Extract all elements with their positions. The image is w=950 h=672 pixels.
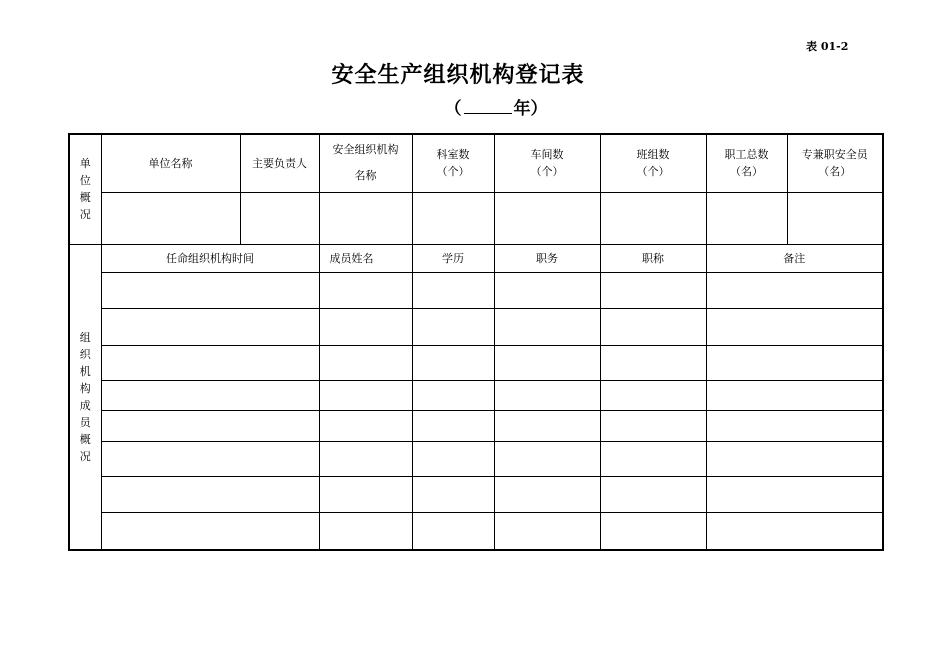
cell-remarks[interactable] — [706, 476, 883, 512]
cell-member-name[interactable] — [319, 441, 412, 476]
table-row — [69, 512, 883, 550]
cell-education[interactable] — [412, 272, 494, 308]
cell-member-name[interactable] — [319, 380, 412, 410]
cell-position[interactable] — [494, 410, 600, 441]
table-row — [69, 345, 883, 380]
year-open-paren: （ — [444, 99, 462, 119]
year-blank-field[interactable] — [464, 99, 512, 114]
cell-title[interactable] — [600, 512, 706, 550]
cell-safety-org-name[interactable] — [319, 192, 412, 244]
page-title: 安全生产组织机构登记表 — [331, 62, 585, 88]
cell-team-count[interactable] — [600, 192, 706, 244]
unit-header-row — [69, 134, 883, 192]
cell-appointment-time[interactable] — [101, 380, 319, 410]
cell-member-name[interactable] — [319, 345, 412, 380]
cell-appointment-time[interactable] — [101, 345, 319, 380]
cell-principal[interactable] — [240, 192, 319, 244]
cell-education[interactable] — [412, 308, 494, 345]
cell-position[interactable] — [494, 345, 600, 380]
cell-member-name[interactable] — [319, 308, 412, 345]
header-title: 职称 — [600, 244, 706, 272]
cell-member-name[interactable] — [319, 410, 412, 441]
cell-remarks[interactable] — [706, 345, 883, 380]
member-header-row — [69, 244, 883, 272]
cell-member-name[interactable] — [319, 512, 412, 550]
table-row — [69, 410, 883, 441]
table-row — [69, 441, 883, 476]
cell-office-count[interactable] — [412, 192, 494, 244]
cell-appointment-time[interactable] — [101, 308, 319, 345]
cell-position[interactable] — [494, 308, 600, 345]
cell-member-name[interactable] — [319, 476, 412, 512]
header-position: 职务 — [494, 244, 600, 272]
header-safety-org-name: 安全组织机构 名称 — [319, 134, 412, 192]
header-team-count: 班组数 （个） — [600, 134, 706, 192]
cell-appointment-time[interactable] — [101, 476, 319, 512]
cell-appointment-time[interactable] — [101, 512, 319, 550]
cell-unit-name[interactable] — [101, 192, 240, 244]
header-workshop-count: 车间数 （个） — [494, 134, 600, 192]
cell-position[interactable] — [494, 441, 600, 476]
cell-appointment-time[interactable] — [101, 272, 319, 308]
table-row — [69, 380, 883, 410]
cell-education[interactable] — [412, 410, 494, 441]
header-safety-officers: 专兼职安全员 （名） — [787, 134, 883, 192]
form-number: 表 01-2 — [806, 40, 849, 53]
cell-remarks[interactable] — [706, 441, 883, 476]
cell-education[interactable] — [412, 380, 494, 410]
cell-education[interactable] — [412, 476, 494, 512]
cell-education[interactable] — [412, 345, 494, 380]
table-row — [69, 272, 883, 308]
cell-workshop-count[interactable] — [494, 192, 600, 244]
member-overview-label: 组 织 机 构 成 员 概 况 — [69, 244, 101, 550]
header-principal: 主要负责人 — [240, 134, 319, 192]
cell-safety-officers[interactable] — [787, 192, 883, 244]
year-line — [0, 94, 950, 119]
year-suffix: 年） — [513, 99, 548, 119]
cell-remarks[interactable] — [706, 512, 883, 550]
cell-position[interactable] — [494, 512, 600, 550]
cell-remarks[interactable] — [706, 308, 883, 345]
table-row — [69, 308, 883, 345]
header-office-count: 科室数 （个） — [412, 134, 494, 192]
cell-staff-total[interactable] — [706, 192, 787, 244]
table-row — [69, 476, 883, 512]
header-appointment-time: 任命组织机构时间 — [101, 244, 319, 272]
header-remarks: 备注 — [706, 244, 883, 272]
cell-remarks[interactable] — [706, 380, 883, 410]
cell-education[interactable] — [412, 512, 494, 550]
header-member-name: 成员姓名 — [319, 244, 412, 272]
cell-position[interactable] — [494, 380, 600, 410]
cell-appointment-time[interactable] — [101, 410, 319, 441]
cell-title[interactable] — [600, 272, 706, 308]
header-education: 学历 — [412, 244, 494, 272]
cell-appointment-time[interactable] — [101, 441, 319, 476]
cell-remarks[interactable] — [706, 410, 883, 441]
cell-education[interactable] — [412, 441, 494, 476]
cell-remarks[interactable] — [706, 272, 883, 308]
cell-title[interactable] — [600, 380, 706, 410]
cell-title[interactable] — [600, 410, 706, 441]
header-unit-name: 单位名称 — [101, 134, 240, 192]
cell-member-name[interactable] — [319, 272, 412, 308]
unit-overview-label: 单 位 概 况 — [69, 134, 101, 244]
cell-position[interactable] — [494, 476, 600, 512]
header-staff-total: 职工总数 （名） — [706, 134, 787, 192]
cell-position[interactable] — [494, 272, 600, 308]
cell-title[interactable] — [600, 345, 706, 380]
cell-title[interactable] — [600, 476, 706, 512]
unit-data-row — [69, 192, 883, 244]
registration-table — [68, 133, 884, 551]
cell-title[interactable] — [600, 441, 706, 476]
cell-title[interactable] — [600, 308, 706, 345]
